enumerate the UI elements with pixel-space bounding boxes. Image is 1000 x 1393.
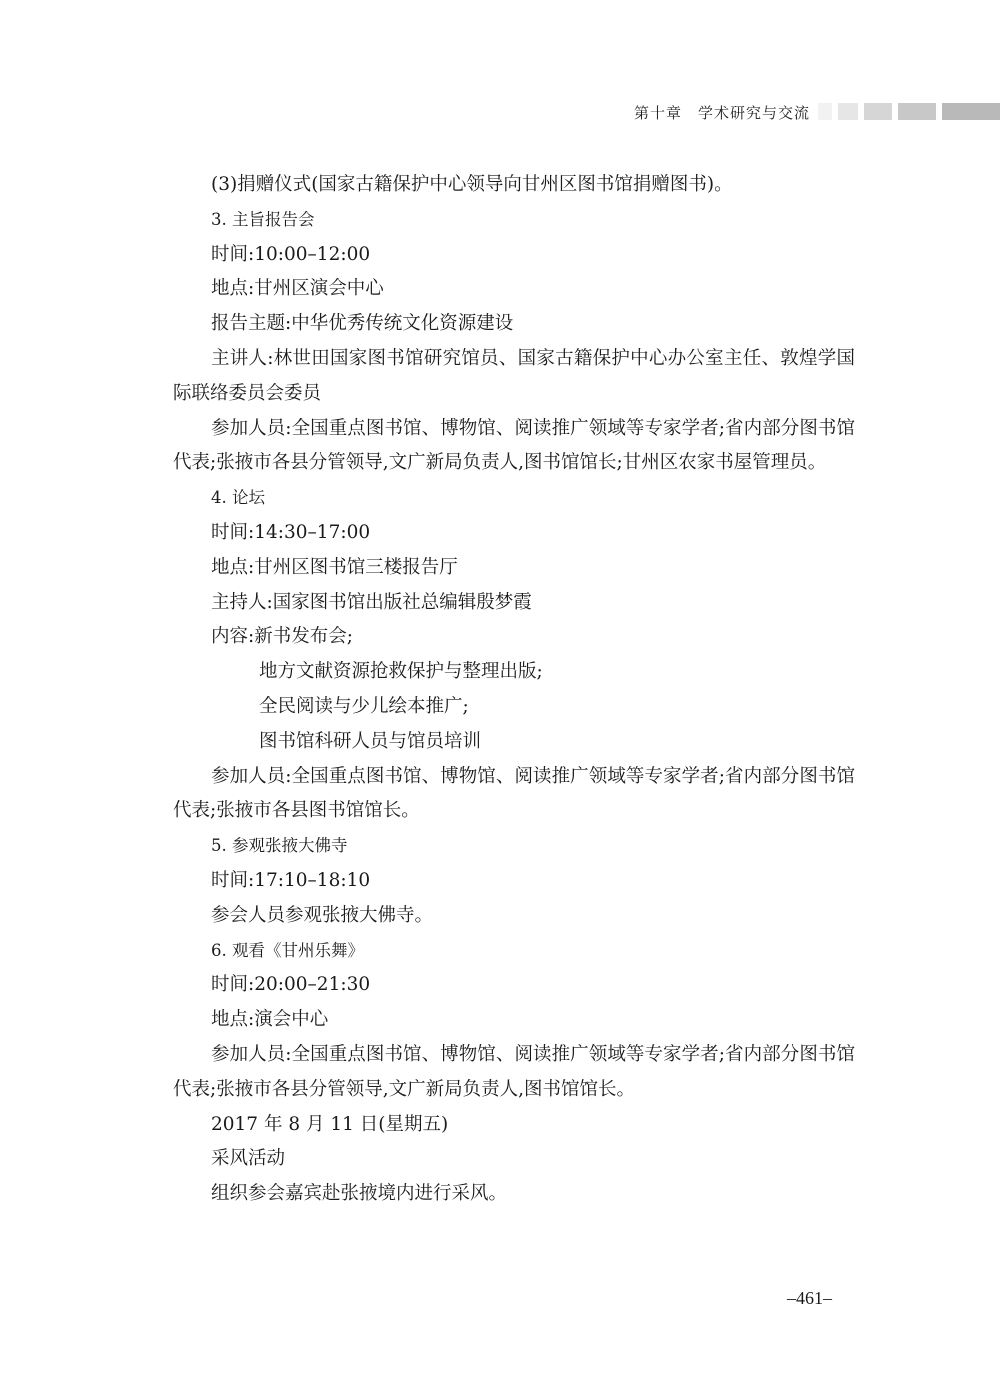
section-heading: 5. 参观张掖大佛寺 [211,836,348,856]
paragraph: 2017 年 8 月 11 日(星期五) [211,1113,449,1135]
page-number: –461– [787,1288,832,1308]
section-heading: 6. 观看《甘州乐舞》 [211,940,364,960]
paragraph: 主持人:国家图书馆出版社总编辑殷梦霞 [211,591,532,613]
header-decor-block [898,103,936,120]
section-heading: 3. 主旨报告会 [211,209,315,229]
paragraph: 时间:14:30–17:00 [211,521,371,543]
paragraph: 参会人员参观张掖大佛寺。 [211,904,434,926]
paragraph: 主讲人:林世田国家图书馆研究馆员、国家古籍保护中心办公室主任、敦煌学国际联络委员会委员 [173,347,855,404]
paragraph: 时间:20:00–21:30 [211,974,371,996]
chapter-title: 第十章 学术研究与交流 [633,104,810,122]
paragraph: 图书馆科研人员与馆员培训 [259,730,482,752]
paragraph: 内容:新书发布会; [211,626,353,648]
paragraph: 时间:17:10–18:10 [211,869,371,891]
paragraph: 参加人员:全国重点图书馆、博物馆、阅读推广领域等专家学者;省内部分图书馆代表;张掖市各县分管领导,文广新局负责人,图书馆馆长。 [173,1043,855,1100]
paragraph: 采风活动 [211,1148,286,1170]
header-decor-block [942,103,1000,120]
page-body [173,168,855,1212]
header-decor-block [838,103,858,120]
paragraph: 时间:10:00–12:00 [211,243,371,265]
paragraph: 地点:甘州区图书馆三楼报告厅 [211,556,458,578]
section-heading: 4. 论坛 [211,488,265,508]
paragraph: 地点:甘州区演会中心 [211,278,384,300]
paragraph: 参加人员:全国重点图书馆、博物馆、阅读推广领域等专家学者;省内部分图书馆代表;张掖市各县图书馆馆长。 [173,765,855,822]
paragraph: 组织参会嘉宾赴张掖境内进行采风。 [211,1183,508,1205]
paragraph: (3)捐赠仪式(国家古籍保护中心领导向甘州区图书馆捐赠图书)。 [211,174,733,195]
paragraph: 全民阅读与少儿绘本推广; [259,695,469,717]
paragraph: 地方文献资源抢救保护与整理出版; [259,661,543,683]
header-decor-block [864,103,892,120]
paragraph: 地点:演会中心 [211,1009,329,1031]
header-decor-block [818,103,832,120]
paragraph: 报告主题:中华优秀传统文化资源建设 [211,313,514,335]
running-header [0,100,1000,124]
paragraph: 参加人员:全国重点图书馆、博物馆、阅读推广领域等专家学者;省内部分图书馆代表;张掖市各县分管领导,文广新局负责人,图书馆馆长;甘州区农家书屋管理员。 [173,417,855,474]
